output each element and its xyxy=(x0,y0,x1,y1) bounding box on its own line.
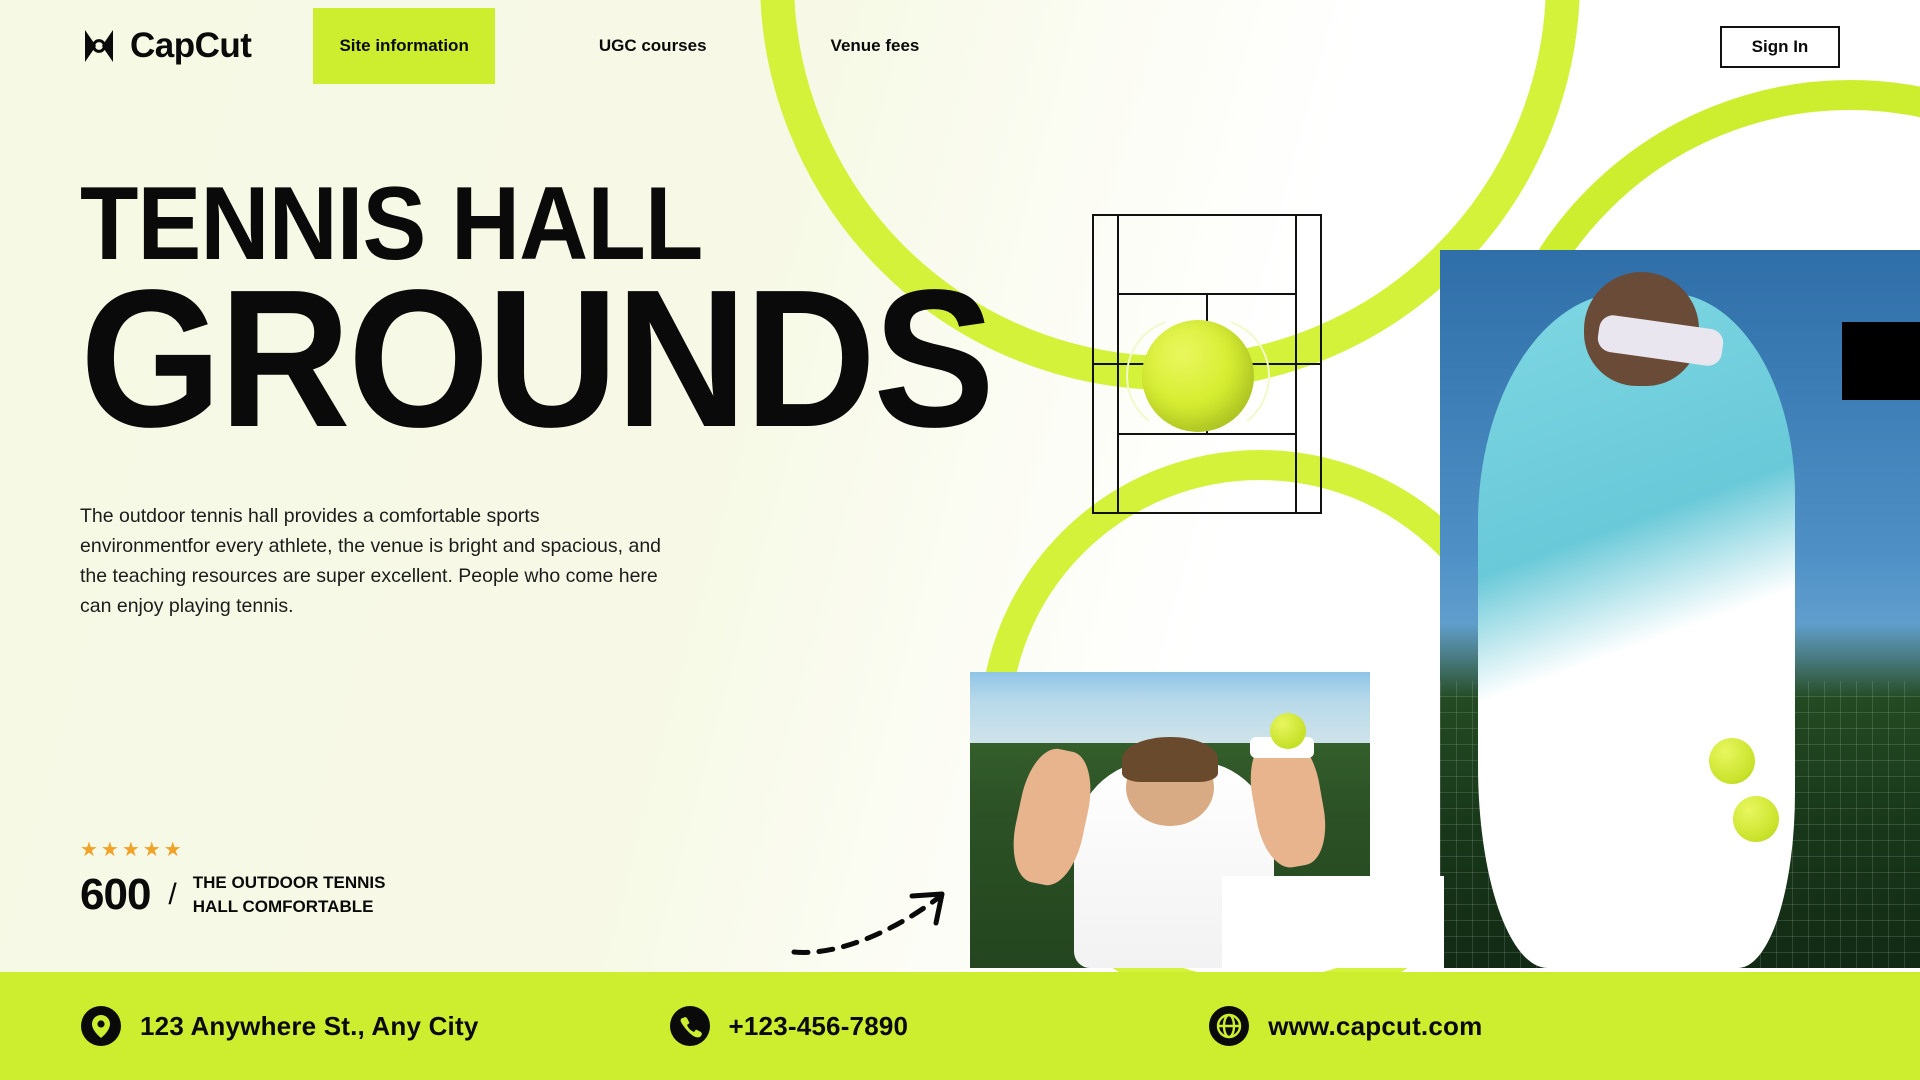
dashed-arrow-icon xyxy=(790,890,960,960)
hero-title-line-2: GROUNDS xyxy=(80,249,993,469)
photo-figure-body xyxy=(1478,293,1795,968)
rating-count: 600 xyxy=(80,870,151,919)
brand-name: CapCut xyxy=(130,26,252,65)
footer-website[interactable] xyxy=(1208,1005,1482,1047)
phone-icon xyxy=(669,1005,711,1047)
photo-figure-hair xyxy=(1122,737,1218,781)
footer-website-text: www.capcut.com xyxy=(1268,1010,1483,1041)
white-block-overlay xyxy=(1222,876,1444,968)
rating-separator: / xyxy=(168,878,177,911)
photo-tennis-ball-2 xyxy=(1733,796,1779,842)
top-navigation-bar xyxy=(0,0,1920,92)
footer-address[interactable] xyxy=(80,1005,479,1047)
rating-caption xyxy=(193,871,386,919)
footer-address-text: 123 Anywhere St., Any City xyxy=(140,1010,479,1041)
photo-tennis-ball-1 xyxy=(1709,738,1755,784)
rating-caption-line-1: THE OUTDOOR TENNIS xyxy=(192,872,386,892)
photo-background-sky xyxy=(970,672,1370,743)
globe-icon xyxy=(1208,1005,1250,1047)
rating-row xyxy=(80,870,385,920)
footer-bar xyxy=(0,972,1920,1080)
tennis-ball-graphic xyxy=(1142,320,1254,432)
rating-caption-line-2: HALL COMFORTABLE xyxy=(192,897,374,916)
black-block-overlay xyxy=(1842,322,1920,400)
brand-logo[interactable] xyxy=(82,26,251,66)
rating-block xyxy=(80,840,385,920)
rating-stars: ★★★★★ xyxy=(80,839,185,861)
footer-phone[interactable] xyxy=(669,1005,909,1047)
location-pin-icon xyxy=(80,1005,122,1047)
nav-item-ugc-courses[interactable]: UGC courses xyxy=(598,36,707,55)
hero-section xyxy=(80,166,993,621)
footer-phone-text: +123-456-7890 xyxy=(728,1010,909,1041)
hero-title-line-1: TENNIS HALL xyxy=(80,166,703,282)
hero-description: The outdoor tennis hall provides a comfortable sports environmentfor every athlete, the venue is bright and spacious, and the teaching resources are super excellent. People who come here can enjoy playing tennis. xyxy=(80,505,662,617)
nav-item-site-information[interactable]: Site information xyxy=(313,8,494,84)
nav-item-venue-fees[interactable]: Venue fees xyxy=(830,36,920,55)
sign-in-button[interactable]: Sign In xyxy=(1720,26,1840,68)
capcut-logo-icon xyxy=(82,28,116,64)
nav-items xyxy=(313,8,945,84)
